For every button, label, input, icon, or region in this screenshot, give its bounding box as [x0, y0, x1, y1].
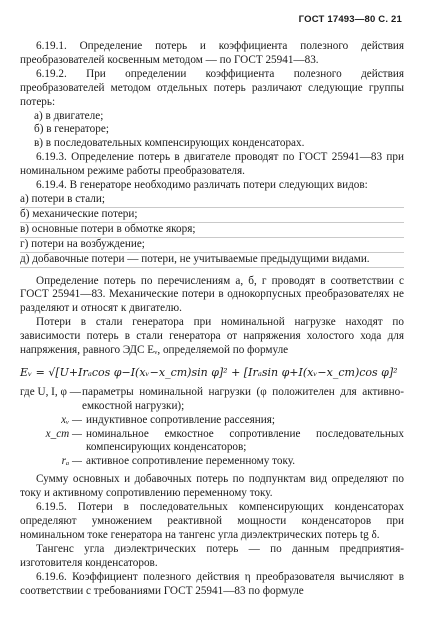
- list-item: в) в последовательных компенсирующих конденсаторах.: [34, 137, 305, 150]
- running-header: ГОСТ 17493—80 С. 21: [298, 14, 402, 25]
- page-body: [20, 40, 404, 598]
- list-item: б) механические потери;: [20, 208, 404, 223]
- loss-groups-list: [20, 110, 404, 152]
- definition-symbol: xᵥ —: [61, 413, 82, 426]
- definition-text: активное сопротивление переменному току.: [86, 455, 296, 468]
- formula-definitions: [20, 386, 404, 469]
- paragraph-6-19-5: 6.19.5. Потери в последовательных компенсирующих конденсаторах определяют умножением реактивной мощности конденсаторов при номинальном токе генератора на тангенс угла диэлектрических потерь tg δ.: [20, 501, 404, 541]
- definition-row: [20, 386, 404, 414]
- paragraph-methods: Определение потерь по перечислениям а, б, г проводят в соответствии с ГОСТ 25941—83. Механические потери в однокорпусных преобразователях не разделяют и относят к двигателю.: [20, 274, 404, 315]
- emf-formula: Eᵥ = √[U+Irₐcos φ−I(xᵥ−x_ст)sin φ]² + [Irₐsin φ+I(xᵥ−x_ст)cos φ]²: [20, 365, 398, 379]
- definition-text: номинальное емкостное сопротивление последовательных компенсирующих конденсаторов;: [86, 427, 404, 454]
- list-item: в) основные потери в обмотке якоря;: [20, 223, 404, 238]
- paragraph-6-19-1: 6.19.1. Определение потерь и коэффициента полезного действия преобразователей косвенным методом — по ГОСТ 25941—83.: [20, 40, 404, 66]
- definition-text: параметры номинальной нагрузки (φ положителен для активно-емкостной нагрузки);: [82, 385, 404, 412]
- definition-symbol: x_ст —: [45, 427, 82, 440]
- list-item: б) в генераторе;: [34, 123, 109, 136]
- paragraph-6-19-4: 6.19.4. В генераторе необходимо различать потери следующих видов:: [36, 179, 368, 192]
- paragraph-tangent: Тангенс угла диэлектрических потерь — по данным предприятия-изготовителя конденсаторов.: [20, 542, 404, 569]
- paragraph-6-19-2: 6.19.2. При определении коэффициента полезного действия преобразователей методом отдельных потерь различают следующие группы потерь:: [20, 67, 404, 108]
- paragraph-6-19-3: 6.19.3. Определение потерь в двигателе проводят по ГОСТ 25941—83 при номинальном режиме работы преобразователя.: [20, 151, 404, 178]
- generator-losses-list: [20, 193, 404, 268]
- paragraph-6-19-6: 6.19.6. Коэффициент полезного действия η преобразователя вычисляют в соответствии с требованиями ГОСТ 25941—83 по формуле: [20, 570, 404, 597]
- list-item: а) потери в стали;: [20, 193, 404, 208]
- paragraph-main-losses: Сумму основных и добавочных потерь по подпунктам вид определяют по току и активному сопротивлению переменному току.: [20, 473, 404, 500]
- list-item: д) добавочные потери — потери, не учитываемые предыдущими видами.: [20, 253, 404, 268]
- definition-symbol: rₐ —: [61, 455, 82, 468]
- definition-row: [20, 428, 404, 456]
- definition-row: [20, 455, 404, 469]
- definition-text: индуктивное сопротивление рассеяния;: [86, 413, 276, 426]
- definition-row: [20, 414, 404, 428]
- list-item: а) в двигателе;: [34, 109, 104, 122]
- list-item: г) потери на возбуждение;: [20, 238, 404, 253]
- definition-symbol: где U, I, φ —: [20, 385, 81, 398]
- paragraph-iron-losses: Потери в стали генератора при номинальной нагрузке находят по зависимости потерь в стали генератора от напряжения холостого хода для напряжения, равного ЭДС Eᵥ, определяемой по формуле: [20, 316, 404, 357]
